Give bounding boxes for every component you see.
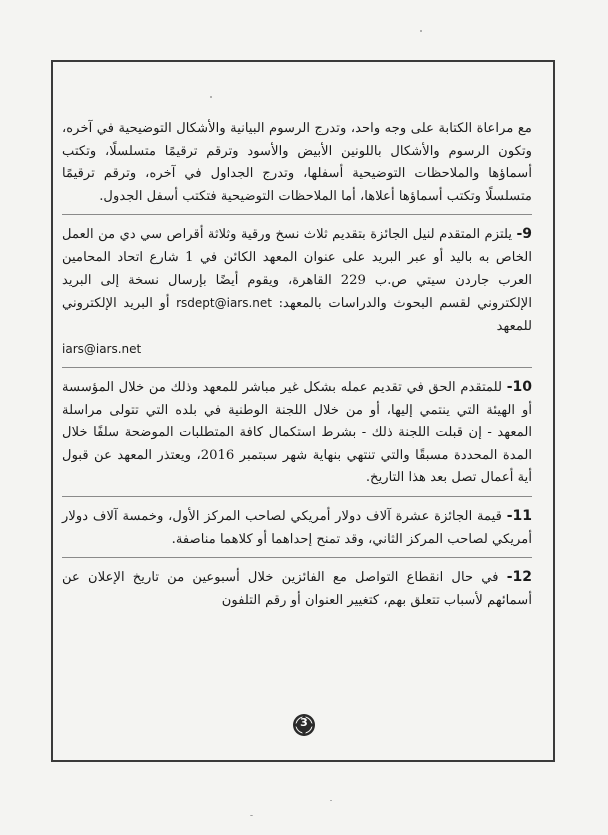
item-number: 10- (506, 378, 532, 395)
list-item-text (62, 566, 532, 612)
scan-noise (330, 800, 332, 801)
item-number: 12- (506, 569, 532, 586)
institute-email: iars@iars.net (62, 342, 142, 357)
contact-loss-text: في حال انقطاع التواصل مع الفائزين خلال أسبوعين من تاريخ الإعلان عن أسمائهم لأسباب تتعلق بهم، كتغيير العنوان أو رقم التلفون (62, 570, 532, 608)
list-item-12 (62, 566, 532, 612)
list-item-10 (62, 376, 532, 490)
submission-text-continued: أو البريد الإلكتروني للمعهد (62, 296, 532, 334)
paragraph-text: مع مراعاة الكتابة على وجه واحد، وتدرج الرسوم البيانية والأشكال التوضيحية في آخره، وتكون الرسوم والأشكال باللونين الأبيض والأسود وترقم ترقيمًا متسلسلًا، وتكتب أسماؤها والملاحظات التوضيحية أسفلها، وتدرج الجداول في آخره، وترقم ترقيمًا متسلسلًا وتكتب أسماؤها أعلاها، أما الملاحظات التوضيحية فتكتب أسفل الجدول. (62, 121, 532, 204)
section-divider (62, 496, 532, 497)
indirect-submission-text: للمتقدم الحق في تقديم عمله بشكل غير مباشر للمعهد وذلك من خلال المؤسسة أو الهيئة التي ينتمي إليها، أو من خلال اللجنة الوطنية في بلده التي تتولى مراسلة المعهد - إن قبلت اللجنة ذلك - بشرط استكمال كافة المتطلبات الموضحة سلفًا خلال المدة المحددة مسبقًا والتي تنتهي بنهاية شهر سبتمبر 2016، ويعتذر المعهد عن قبول أية أعمال تصل بعد هذا التاريخ. (62, 379, 532, 486)
list-item-text (62, 505, 532, 551)
list-item-11 (62, 505, 532, 551)
section-divider (62, 557, 532, 558)
section-divider (62, 214, 532, 215)
page-number: 3 (300, 716, 308, 729)
research-dept-email: rsdept@iars.net (176, 296, 272, 311)
document-body (62, 118, 532, 612)
list-item-text (62, 376, 532, 490)
scan-noise (420, 30, 422, 32)
list-item-text (62, 223, 532, 361)
section-divider (62, 367, 532, 368)
scan-noise (250, 815, 253, 816)
submission-text: يلتزم المتقدم لنيل الجائزة بتقديم ثلاث نسخ ورقية وثلاثة أقراص سي دي من العمل الخاص به باليد أو عبر البريد على عنوان المعهد الكائن في 1 شارع اتحاد المحامين العرب جاردن سيتي ص.ب 229 القاهرة، ويقوم أيضًا بإرسال نسخة إلى البريد الإلكتروني لقسم البحوث والدراسات بالمعهد: (62, 227, 533, 312)
list-item-9 (62, 223, 532, 361)
item-number: 9- (516, 226, 533, 243)
prize-value-text: قيمة الجائزة عشرة آلاف دولار أمريكي لصاحب المركز الأول، وخمسة آلاف دولار أمريكي لصاحب المركز الثاني، وقد تمنح إحداهما أو كلاهما مناصفة. (62, 508, 532, 547)
item-number: 11- (506, 507, 532, 524)
scan-noise (210, 96, 212, 98)
paragraph-formatting-rules (62, 118, 532, 208)
